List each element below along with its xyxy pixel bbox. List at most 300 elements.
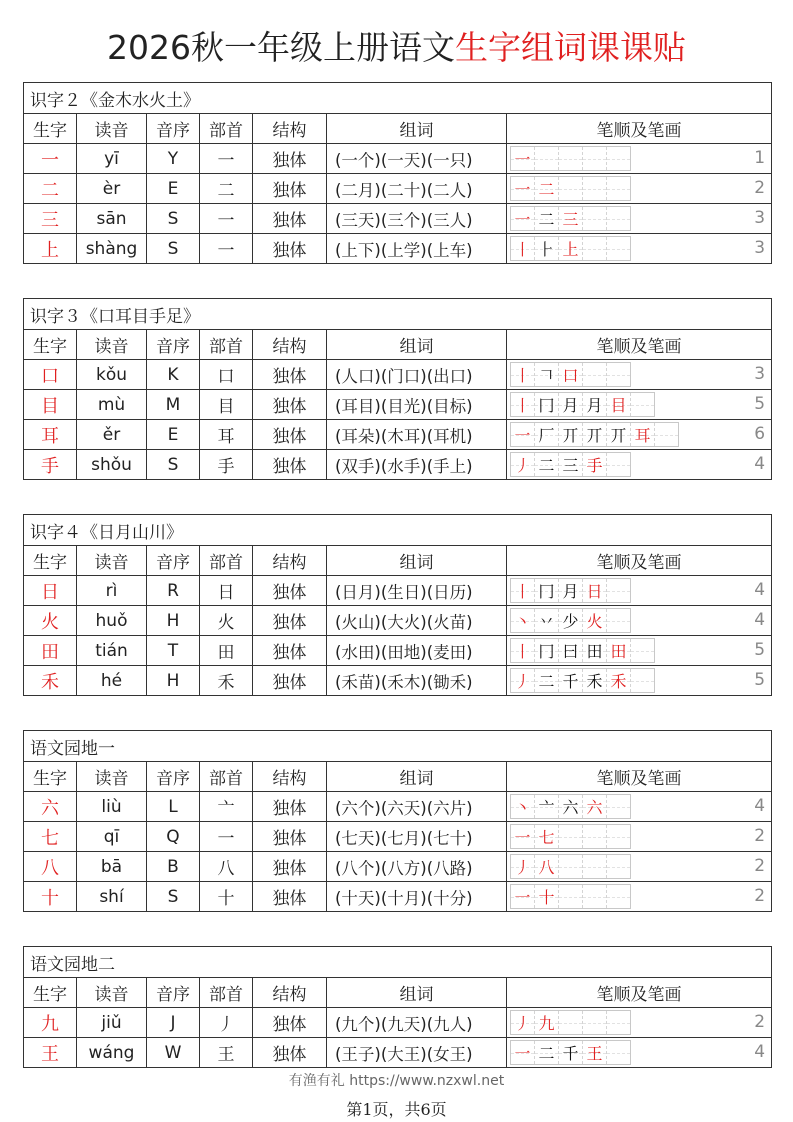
pinyin-cell: hé (77, 666, 147, 696)
section-table (23, 730, 771, 912)
stroke-glyph: 三 (562, 210, 579, 229)
pinyin-cell: tián (77, 636, 147, 666)
stroke-step (535, 609, 559, 632)
stroke-grid (510, 422, 679, 447)
stroke-step (583, 453, 607, 476)
stroke-order-cell (507, 390, 772, 420)
column-header: 笔顺及笔画 (507, 114, 772, 144)
column-header: 结构 (253, 114, 327, 144)
table-row (24, 450, 772, 480)
pinyin-cell: yī (77, 144, 147, 174)
order-cell: L (147, 792, 200, 822)
stroke-step (559, 423, 583, 446)
stroke-glyph: 冂 (538, 396, 555, 415)
char-cell: 耳 (24, 420, 77, 450)
stroke-order-cell (507, 234, 772, 264)
stroke-order-cell (507, 174, 772, 204)
stroke-glyph: 亠 (538, 798, 555, 817)
order-cell: E (147, 420, 200, 450)
stroke-grid (510, 668, 655, 693)
stroke-step (559, 147, 583, 170)
stroke-glyph: 二 (538, 672, 555, 691)
column-header: 组词 (327, 546, 507, 576)
pinyin-cell: shí (77, 882, 147, 912)
stroke-step (607, 207, 630, 230)
stroke-step (607, 177, 630, 200)
stroke-step (511, 669, 535, 692)
stroke-glyph: 曰 (562, 642, 579, 661)
column-header: 音序 (147, 114, 200, 144)
table-row (24, 792, 772, 822)
stroke-order-cell (507, 666, 772, 696)
stroke-step (535, 423, 559, 446)
page-title (0, 28, 793, 68)
radical-cell: 丿 (200, 1008, 253, 1038)
stroke-glyph: 禾 (586, 672, 603, 691)
stroke-count: 5 (754, 394, 766, 414)
structure-cell: 独体 (253, 450, 327, 480)
stroke-glyph: 千 (562, 672, 579, 691)
stroke-step (607, 237, 630, 260)
stroke-glyph: 田 (586, 642, 603, 661)
structure-cell: 独体 (253, 852, 327, 882)
stroke-glyph: 𠃍 (538, 366, 555, 385)
stroke-step (559, 237, 583, 260)
stroke-step (583, 237, 607, 260)
stroke-step (583, 855, 607, 878)
stroke-glyph: 月 (562, 396, 579, 415)
table-row (24, 1038, 772, 1068)
stroke-step (631, 669, 654, 692)
column-header: 部首 (200, 762, 253, 792)
char-cell: 口 (24, 360, 77, 390)
radical-cell: 日 (200, 576, 253, 606)
stroke-glyph: 丿 (514, 672, 531, 691)
column-header: 笔顺及笔画 (507, 762, 772, 792)
radical-cell: 一 (200, 144, 253, 174)
stroke-step (511, 825, 535, 848)
words-cell: (九个)(九天)(九人) (327, 1008, 507, 1038)
stroke-step (511, 393, 535, 416)
section-title: 识字２《金木水火土》 (24, 83, 772, 114)
order-cell: H (147, 666, 200, 696)
structure-cell: 独体 (253, 420, 327, 450)
column-header: 音序 (147, 762, 200, 792)
stroke-step (583, 423, 607, 446)
pinyin-cell: wáng (77, 1038, 147, 1068)
char-cell: 王 (24, 1038, 77, 1068)
stroke-glyph: ⺊ (538, 240, 555, 259)
stroke-count: 4 (754, 796, 766, 816)
stroke-glyph: 六 (562, 798, 579, 817)
radical-cell: 田 (200, 636, 253, 666)
words-cell: (人口)(门口)(出口) (327, 360, 507, 390)
words-cell: (八个)(八方)(八路) (327, 852, 507, 882)
stroke-step (631, 393, 654, 416)
radical-cell: 王 (200, 1038, 253, 1068)
stroke-glyph: 日 (586, 582, 603, 601)
pinyin-cell: huǒ (77, 606, 147, 636)
stroke-step (535, 1011, 559, 1034)
order-cell: R (147, 576, 200, 606)
stroke-grid (510, 392, 655, 417)
stroke-glyph: 耳 (634, 426, 651, 445)
words-cell: (王子)(大王)(女王) (327, 1038, 507, 1068)
stroke-step (583, 207, 607, 230)
stroke-glyph: 厂 (538, 426, 555, 445)
structure-cell: 独体 (253, 792, 327, 822)
stroke-step (583, 363, 607, 386)
stroke-glyph: 丌 (562, 426, 579, 445)
stroke-step (631, 639, 654, 662)
words-cell: (水田)(田地)(麦田) (327, 636, 507, 666)
pinyin-cell: mù (77, 390, 147, 420)
structure-cell: 独体 (253, 174, 327, 204)
stroke-step (607, 825, 630, 848)
char-cell: 七 (24, 822, 77, 852)
stroke-step (559, 669, 583, 692)
stroke-step (559, 1041, 583, 1064)
stroke-grid (510, 236, 631, 261)
order-cell: M (147, 390, 200, 420)
stroke-step (535, 237, 559, 260)
stroke-count: 3 (754, 364, 766, 384)
words-cell: (一个)(一天)(一只) (327, 144, 507, 174)
table-row (24, 234, 772, 264)
column-header: 生字 (24, 546, 77, 576)
header-row (24, 546, 772, 576)
char-cell: 目 (24, 390, 77, 420)
radical-cell: 二 (200, 174, 253, 204)
radical-cell: 一 (200, 822, 253, 852)
char-cell: 手 (24, 450, 77, 480)
stroke-glyph: 一 (514, 426, 531, 445)
order-cell: E (147, 174, 200, 204)
stroke-step (511, 1011, 535, 1034)
section-title: 语文园地一 (24, 731, 772, 762)
stroke-step (535, 453, 559, 476)
pinyin-cell: rì (77, 576, 147, 606)
char-cell: 日 (24, 576, 77, 606)
pinyin-cell: shǒu (77, 450, 147, 480)
stroke-grid (510, 638, 655, 663)
stroke-step (583, 1041, 607, 1064)
stroke-glyph: 一 (514, 210, 531, 229)
stroke-step (583, 825, 607, 848)
table-row (24, 606, 772, 636)
structure-cell: 独体 (253, 1008, 327, 1038)
stroke-grid (510, 1040, 631, 1065)
column-header: 组词 (327, 114, 507, 144)
table-row (24, 666, 772, 696)
pinyin-cell: bā (77, 852, 147, 882)
stroke-step (583, 147, 607, 170)
stroke-step (607, 453, 630, 476)
structure-cell: 独体 (253, 390, 327, 420)
stroke-step (511, 147, 535, 170)
stroke-step (535, 393, 559, 416)
stroke-count: 4 (754, 580, 766, 600)
stroke-glyph: 二 (538, 210, 555, 229)
stroke-glyph: 丿 (514, 858, 531, 877)
stroke-step (511, 363, 535, 386)
stroke-grid (510, 206, 631, 231)
stroke-glyph: 十 (538, 888, 555, 907)
stroke-step (535, 669, 559, 692)
column-header: 读音 (77, 978, 147, 1008)
order-cell: K (147, 360, 200, 390)
stroke-glyph: 丨 (514, 240, 531, 259)
stroke-step (607, 147, 630, 170)
structure-cell: 独体 (253, 636, 327, 666)
table-row (24, 420, 772, 450)
stroke-step (607, 669, 631, 692)
stroke-glyph: 一 (514, 150, 531, 169)
stroke-glyph: 八 (538, 858, 555, 877)
stroke-step (583, 885, 607, 908)
stroke-grid (510, 608, 631, 633)
header-row (24, 330, 772, 360)
stroke-step (511, 453, 535, 476)
stroke-order-cell (507, 852, 772, 882)
footer-site: 有渔有礼 https://www.nzxwl.net (288, 1073, 505, 1089)
stroke-step (583, 177, 607, 200)
stroke-order-cell (507, 576, 772, 606)
stroke-step (607, 1011, 630, 1034)
pinyin-cell: liù (77, 792, 147, 822)
stroke-glyph: 千 (562, 1044, 579, 1063)
stroke-glyph: 丨 (514, 582, 531, 601)
structure-cell: 独体 (253, 882, 327, 912)
column-header: 组词 (327, 978, 507, 1008)
stroke-grid (510, 884, 631, 909)
structure-cell: 独体 (253, 204, 327, 234)
table-row (24, 1008, 772, 1038)
stroke-step (511, 1041, 535, 1064)
stroke-step (511, 639, 535, 662)
stroke-step (607, 579, 630, 602)
stroke-step (583, 609, 607, 632)
order-cell: J (147, 1008, 200, 1038)
stroke-glyph: 丌 (610, 426, 627, 445)
column-header: 笔顺及笔画 (507, 978, 772, 1008)
stroke-glyph: 一 (514, 888, 531, 907)
char-cell: 上 (24, 234, 77, 264)
stroke-step (607, 363, 630, 386)
radical-cell: 十 (200, 882, 253, 912)
stroke-glyph: 火 (586, 612, 603, 631)
stroke-glyph: 月 (586, 396, 603, 415)
radical-cell: 口 (200, 360, 253, 390)
stroke-step (607, 885, 630, 908)
stroke-step (559, 885, 583, 908)
column-header: 结构 (253, 762, 327, 792)
words-cell: (禾苗)(禾木)(锄禾) (327, 666, 507, 696)
radical-cell: 耳 (200, 420, 253, 450)
stroke-count: 1 (754, 148, 766, 168)
radical-cell: 火 (200, 606, 253, 636)
stroke-glyph: 丿 (514, 456, 531, 475)
char-cell: 八 (24, 852, 77, 882)
words-cell: (二月)(二十)(二人) (327, 174, 507, 204)
stroke-order-cell (507, 882, 772, 912)
radical-cell: 手 (200, 450, 253, 480)
structure-cell: 独体 (253, 360, 327, 390)
char-cell: 十 (24, 882, 77, 912)
column-header: 部首 (200, 546, 253, 576)
stroke-step (535, 795, 559, 818)
column-header: 生字 (24, 114, 77, 144)
radical-cell: 一 (200, 234, 253, 264)
structure-cell: 独体 (253, 606, 327, 636)
pinyin-cell: èr (77, 174, 147, 204)
stroke-glyph: 丨 (514, 396, 531, 415)
stroke-glyph: 丨 (514, 642, 531, 661)
stroke-step (535, 1041, 559, 1064)
stroke-glyph: 六 (586, 798, 603, 817)
stroke-count: 6 (754, 424, 766, 444)
stroke-step (559, 825, 583, 848)
stroke-glyph: 九 (538, 1014, 555, 1033)
words-cell: (耳朵)(木耳)(耳机) (327, 420, 507, 450)
pinyin-cell: qī (77, 822, 147, 852)
structure-cell: 独体 (253, 1038, 327, 1068)
stroke-glyph: 丿 (514, 1014, 531, 1033)
stroke-glyph: 少 (562, 612, 579, 631)
stroke-step (607, 855, 630, 878)
stroke-count: 2 (754, 856, 766, 876)
stroke-count: 5 (754, 670, 766, 690)
stroke-glyph: 手 (586, 456, 603, 475)
stroke-count: 3 (754, 238, 766, 258)
stroke-step (559, 177, 583, 200)
words-cell: (三天)(三个)(三人) (327, 204, 507, 234)
order-cell: B (147, 852, 200, 882)
char-cell: 田 (24, 636, 77, 666)
order-cell: S (147, 450, 200, 480)
stroke-step (559, 363, 583, 386)
words-cell: (火山)(大火)(火苗) (327, 606, 507, 636)
stroke-glyph: 田 (610, 642, 627, 661)
char-cell: 一 (24, 144, 77, 174)
stroke-step (607, 639, 631, 662)
table-row (24, 360, 772, 390)
stroke-step (535, 885, 559, 908)
stroke-step (511, 237, 535, 260)
header-row (24, 978, 772, 1008)
pinyin-cell: sān (77, 204, 147, 234)
table-row (24, 174, 772, 204)
stroke-order-cell (507, 204, 772, 234)
section-table (23, 946, 771, 1068)
words-cell: (七天)(七月)(七十) (327, 822, 507, 852)
stroke-order-cell (507, 1038, 772, 1068)
stroke-count: 4 (754, 610, 766, 630)
order-cell: H (147, 606, 200, 636)
stroke-step (535, 579, 559, 602)
column-header: 音序 (147, 546, 200, 576)
table-row (24, 882, 772, 912)
radical-cell: 目 (200, 390, 253, 420)
stroke-step (535, 207, 559, 230)
column-header: 结构 (253, 330, 327, 360)
table-row (24, 204, 772, 234)
stroke-glyph: 二 (538, 456, 555, 475)
column-header: 音序 (147, 330, 200, 360)
stroke-step (559, 639, 583, 662)
stroke-step (559, 855, 583, 878)
column-header: 结构 (253, 978, 327, 1008)
order-cell: Q (147, 822, 200, 852)
table-row (24, 636, 772, 666)
stroke-glyph: 丶 (514, 612, 531, 631)
structure-cell: 独体 (253, 576, 327, 606)
structure-cell: 独体 (253, 666, 327, 696)
stroke-step (607, 393, 631, 416)
stroke-step (511, 885, 535, 908)
table-row (24, 390, 772, 420)
stroke-step (583, 579, 607, 602)
radical-cell: 亠 (200, 792, 253, 822)
stroke-order-cell (507, 1008, 772, 1038)
stroke-step (535, 855, 559, 878)
column-header: 读音 (77, 114, 147, 144)
section-table (23, 82, 771, 264)
stroke-step (607, 609, 630, 632)
stroke-step (535, 825, 559, 848)
stroke-grid (510, 824, 631, 849)
stroke-glyph: 冂 (538, 642, 555, 661)
column-header: 读音 (77, 546, 147, 576)
stroke-count: 3 (754, 208, 766, 228)
stroke-grid (510, 176, 631, 201)
stroke-step (631, 423, 655, 446)
order-cell: Y (147, 144, 200, 174)
stroke-glyph: 一 (514, 1044, 531, 1063)
stroke-order-cell (507, 792, 772, 822)
stroke-grid (510, 854, 631, 879)
section-title: 语文园地二 (24, 947, 772, 978)
stroke-step (511, 207, 535, 230)
stroke-step (535, 177, 559, 200)
section-title: 识字４《日月山川》 (24, 515, 772, 546)
stroke-glyph: 二 (538, 180, 555, 199)
stroke-step (559, 795, 583, 818)
stroke-count: 5 (754, 640, 766, 660)
char-cell: 九 (24, 1008, 77, 1038)
words-cell: (六个)(六天)(六片) (327, 792, 507, 822)
section-table (23, 514, 771, 696)
stroke-grid (510, 578, 631, 603)
char-cell: 禾 (24, 666, 77, 696)
stroke-step (583, 393, 607, 416)
table-row (24, 576, 772, 606)
order-cell: W (147, 1038, 200, 1068)
stroke-order-cell (507, 144, 772, 174)
stroke-count: 4 (754, 1042, 766, 1062)
header-row (24, 762, 772, 792)
column-header: 读音 (77, 762, 147, 792)
column-header: 部首 (200, 330, 253, 360)
stroke-step (535, 147, 559, 170)
radical-cell: 八 (200, 852, 253, 882)
stroke-count: 2 (754, 886, 766, 906)
stroke-step (583, 1011, 607, 1034)
stroke-glyph: 一 (514, 180, 531, 199)
stroke-step (559, 609, 583, 632)
column-header: 组词 (327, 762, 507, 792)
column-header: 音序 (147, 978, 200, 1008)
